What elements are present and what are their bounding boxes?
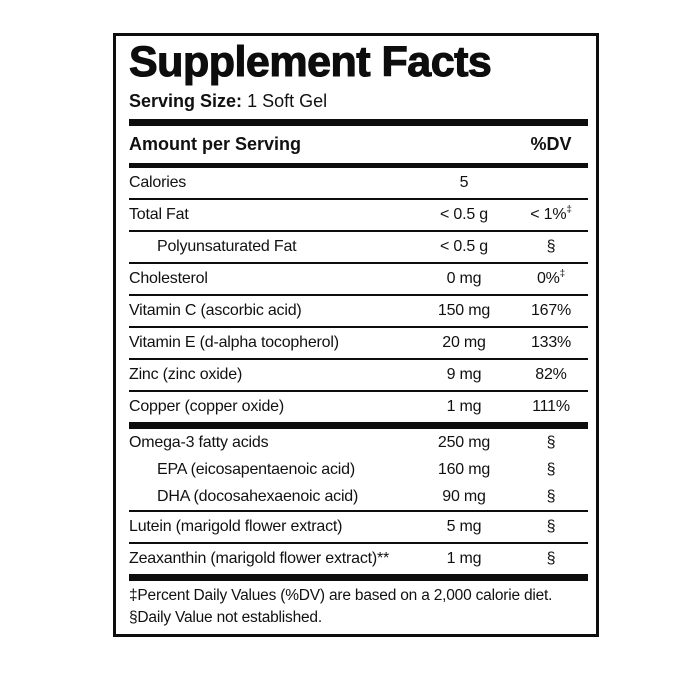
column-header-row [129,126,588,163]
nutrient-name: Polyunsaturated Fat [157,238,297,255]
nutrient-name: DHA (docosahexaenoic acid) [157,487,359,505]
nutrient-name: Zinc (zinc oxide) [129,366,243,383]
nutrient-name: Copper (copper oxide) [129,398,284,415]
nutrient-dv: § [546,238,556,255]
footnotes [129,585,588,629]
nutrient-amount: 5 [459,174,469,191]
nutrient-amount: 20 mg [442,334,486,351]
nutrient-name: Lutein (marigold flower extract) [129,518,343,535]
nutrient-row [129,483,588,510]
nutrient-name: Vitamin C (ascorbic acid) [129,302,302,319]
nutrient-name: Omega-3 fatty acids [129,433,269,451]
nutrient-name: Total Fat [129,206,189,223]
nutrient-amount: < 0.5 g [440,238,488,255]
nutrient-amount: 0 mg [446,270,482,287]
nutrient-amount: 1 mg [446,550,482,567]
dv-footnote-marker: ‡ [566,204,572,216]
nutrient-row [129,456,588,483]
nutrient-name: Zeaxanthin (marigold flower extract)** [129,550,390,567]
nutrient-amount: 9 mg [446,366,482,383]
nutrient-rows [129,168,588,581]
nutrient-dv: § [546,433,556,451]
nutrient-row [129,328,588,358]
nutrient-dv: 111% [532,398,570,415]
nutrient-amount: 250 mg [437,433,491,451]
dv-footnote-marker: ‡ [559,268,566,280]
nutrient-row [129,544,588,574]
thick-rule [129,574,588,581]
thick-rule-top [129,119,588,126]
serving-size-line [129,91,588,112]
footnote-line: ‡Percent Daily Values (%DV) are based on a 2,000 calorie diet. [129,587,553,604]
footnote-line: §Daily Value not established. [129,609,322,626]
nutrient-amount: 5 mg [446,518,482,535]
nutrient-dv: § [546,550,556,567]
amount-per-serving-header: Amount per Serving [129,134,302,154]
nutrient-row [129,168,588,198]
nutrient-row [129,429,588,456]
nutrient-dv: 0%‡ [536,268,566,287]
nutrient-row [129,264,588,294]
nutrient-amount: 1 mg [446,398,482,415]
nutrient-row [129,296,588,326]
nutrient-dv: < 1%‡ [530,204,572,223]
nutrient-amount: 150 mg [437,302,491,319]
nutrient-dv: § [546,518,556,535]
nutrient-row [129,392,588,422]
nutrient-row [129,200,588,230]
nutrient-amount: 90 mg [442,487,486,505]
nutrient-dv: 133% [530,334,572,351]
thick-rule [129,422,588,429]
nutrient-name: Cholesterol [129,270,208,287]
nutrient-row [129,232,588,262]
dv-header: %DV [530,134,572,154]
nutrient-name: Calories [129,174,187,191]
nutrient-row [129,360,588,390]
nutrient-amount: < 0.5 g [440,206,488,223]
panel-title: Supplement Facts [129,38,492,86]
nutrient-amount: 160 mg [437,460,491,478]
supplement-facts-panel [113,33,599,637]
nutrient-dv: 82% [535,366,567,383]
nutrient-name: Vitamin E (d-alpha tocopherol) [129,334,339,351]
nutrient-name: EPA (eicosapentaenoic acid) [157,460,355,478]
serving-size-value: 1 Soft Gel [247,91,328,111]
nutrient-dv: 167% [530,302,572,319]
serving-size-label: Serving Size: [129,91,243,111]
nutrient-row [129,512,588,542]
nutrient-dv: § [546,460,556,478]
nutrient-dv: § [546,487,556,505]
